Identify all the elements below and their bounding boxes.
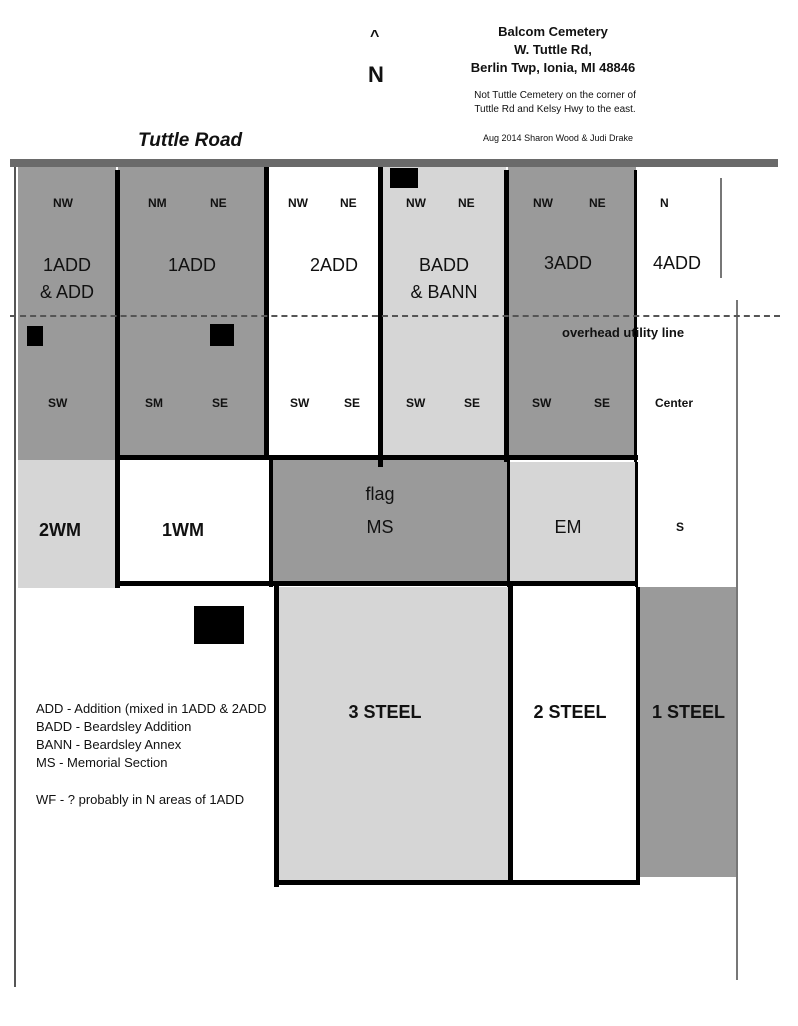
quadrant-label: SW [532,396,552,410]
boundary-line [14,167,16,987]
section-name: 1WM [162,520,204,540]
quadrant-label: NM [148,196,167,210]
legend-ms: MS - Memorial Section [36,755,168,770]
flag-label: flag [365,484,395,504]
boundary-line [720,178,722,278]
quadrant-label: NW [288,196,308,210]
section-badd-bann [382,167,506,457]
section-1add-and-add [18,167,116,460]
legend-add: ADD - Addition (mixed in 1ADD & 2ADD [36,701,267,716]
quadrant-label: SW [290,396,310,410]
section-name: & ADD [39,282,95,302]
section-2add [268,167,380,457]
cemetery-title: Balcom Cemetery [498,24,608,39]
quadrant-label: SE [212,396,229,410]
quadrant-label: NE [340,196,357,210]
quadrant-label: NW [406,196,426,210]
utility-line [10,315,780,317]
boundary-line [736,300,738,980]
header-note-line2: Tuttle Rd and Kelsy Hwy to the east. [474,104,636,115]
section-name: 1ADD [167,255,216,275]
section-name: 2 STEEL [533,702,607,722]
quadrant-label: SM [145,396,163,410]
boundary-line [636,587,640,885]
quadrant-label: NW [53,196,73,210]
north-label: N [368,62,384,87]
marker-square [27,326,43,346]
quadrant-label: NW [533,196,553,210]
quadrant-label: SE [464,396,481,410]
section-name: EM [554,517,582,537]
boundary-line [264,167,269,459]
quadrant-label: NE [589,196,606,210]
section-1add [118,167,266,457]
section-name: 4ADD [652,253,701,273]
section-name: 2ADD [309,255,358,275]
section-name: MS [366,517,394,537]
boundary-line [508,585,513,885]
quadrant-label: NE [210,196,227,210]
boundary-line [274,585,279,887]
road-label: Tuttle Road [138,130,243,151]
tuttle-road-line [10,159,778,167]
section-name: 1 STEEL [652,702,726,722]
header-credit: Aug 2014 Sharon Wood & Judi Drake [483,133,633,143]
quadrant-label: SE [344,396,361,410]
cemetery-address-line2: Berlin Twp, Ionia, MI 48846 [470,60,636,75]
cemetery-address-line1: W. Tuttle Rd, [514,42,592,57]
legend-badd: BADD - Beardsley Addition [36,719,192,734]
section-name: 3 STEEL [348,702,422,722]
section-name: BADD [418,255,469,275]
quadrant-label: SW [406,396,426,410]
section-1-steel [640,587,738,877]
section-name: 1ADD [42,255,91,275]
north-arrow-icon: ^ [370,28,380,45]
boundary-line [378,167,383,467]
utility-line-label: overhead utility line [562,325,685,340]
quadrant-label: SE [594,396,611,410]
boundary-line [118,581,638,586]
marker-square [194,606,244,644]
boundary-line [635,462,638,587]
section-2-steel [512,587,638,883]
quadrant-label: NE [458,196,475,210]
quadrant-label: SW [48,396,68,410]
quadrant-label: Center [655,396,694,410]
section-3-steel [278,587,510,883]
section-name: & BANN [410,282,478,302]
marker-square [210,324,234,346]
quadrant-label: N [660,196,669,210]
section-3add [508,167,636,457]
section-name: 3ADD [543,253,592,273]
section-4add [638,167,738,587]
boundary-line [118,455,638,460]
header-note-line1: Not Tuttle Cemetery on the corner of [474,90,636,101]
boundary-line [278,880,640,885]
legend-bann: BANN - Beardsley Annex [36,737,182,752]
section-name: 2WM [39,520,81,540]
legend-wf: WF - ? probably in N areas of 1ADD [36,792,245,807]
quadrant-label: S [676,520,685,534]
marker-square [390,168,418,188]
